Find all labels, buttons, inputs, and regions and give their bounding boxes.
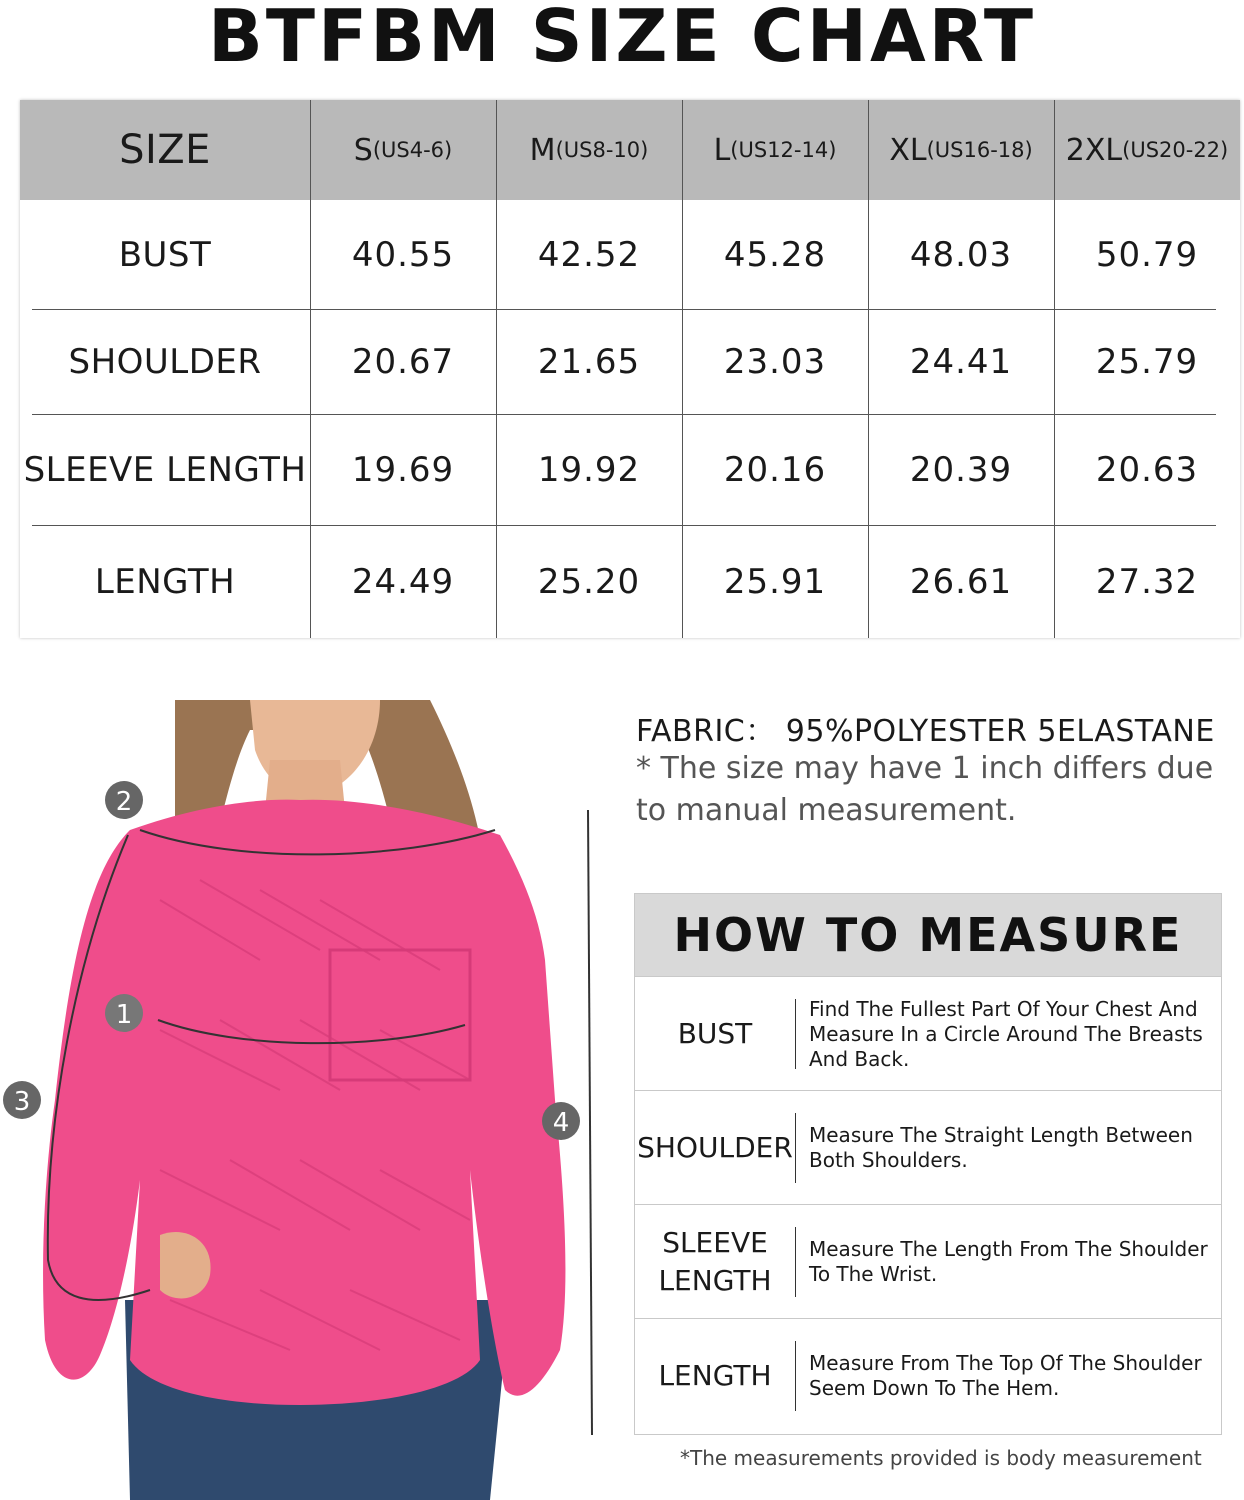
size-us-range: (US8-10) (555, 138, 649, 162)
size-us-range: (US16-18) (926, 138, 1033, 162)
size-col-s (310, 100, 496, 200)
row-divider (32, 414, 1216, 415)
measure-description: Measure The Length From The Shoulder To The Wrist. (809, 1237, 1208, 1286)
table-cell: 25.91 (723, 562, 827, 602)
table-row-bust (20, 200, 1240, 309)
row-divider (32, 309, 1216, 310)
row-label: SLEEVE LENGTH (23, 450, 307, 490)
table-row-sleeve-length (20, 415, 1240, 525)
measure-row-sleeve-length (635, 1204, 1221, 1319)
table-cell: 26.61 (909, 562, 1013, 602)
column-divider (310, 100, 311, 638)
size-chart-table (20, 100, 1240, 638)
how-to-measure-panel (634, 893, 1222, 1435)
measure-divider (795, 1227, 796, 1297)
size-header-label: SIZE (119, 127, 211, 173)
table-cell: 19.69 (351, 450, 455, 490)
measure-row-length (635, 1318, 1221, 1433)
marker-label: 4 (552, 1108, 570, 1138)
measure-description: Find The Fullest Part Of Your Chest And Measure In a Circle Around The Breasts And Back. (809, 996, 1203, 1071)
measure-label (635, 1319, 795, 1433)
measure-label (635, 977, 795, 1091)
marker-label: 1 (115, 1000, 133, 1030)
measure-label-line: SLEEVE (662, 1226, 768, 1259)
table-cell: 21.65 (537, 342, 641, 382)
table-cell: 42.52 (537, 234, 641, 275)
table-cell: 20.16 (723, 450, 827, 490)
measure-label-line: SHOULDER (637, 1131, 793, 1164)
measure-row-shoulder (635, 1090, 1221, 1205)
size-name: XL (889, 132, 927, 168)
row-divider (32, 525, 1216, 526)
size-col-l (682, 100, 868, 200)
table-row-length (20, 526, 1240, 638)
table-cell: 25.79 (1095, 342, 1199, 382)
fabric-info: FABRIC： 95%POLYESTER 5ELASTANE (636, 714, 1215, 749)
page-title: BTFBM SIZE CHART (207, 0, 1036, 78)
measure-description: Measure From The Top Of The Shoulder Seem Down To The Hem. (809, 1351, 1202, 1400)
table-cell: 19.92 (537, 450, 641, 490)
column-divider (1054, 100, 1055, 638)
table-cell: 45.28 (723, 234, 827, 275)
measure-label-line: BUST (677, 1017, 753, 1050)
size-col-2xl (1054, 100, 1240, 200)
size-us-range: (US4-6) (372, 138, 453, 162)
measure-row-bust (635, 976, 1221, 1091)
table-cell: 24.49 (351, 562, 455, 602)
measure-label (635, 1091, 795, 1205)
size-name: S (353, 132, 373, 168)
marker-label: 3 (13, 1087, 31, 1117)
size-us-range: (US12-14) (730, 138, 837, 162)
footnote: *The measurements provided is body measurement (680, 1446, 1202, 1470)
table-cell: 23.03 (723, 342, 827, 382)
table-cell: 40.55 (351, 234, 455, 275)
row-label: BUST (118, 234, 212, 275)
table-cell: 20.67 (351, 342, 455, 382)
row-label: LENGTH (94, 562, 236, 602)
table-cell: 48.03 (909, 234, 1013, 275)
measure-divider (795, 1113, 796, 1183)
how-to-measure-title: HOW TO MEASURE (635, 894, 1221, 976)
table-row-shoulder (20, 310, 1240, 414)
measure-label (635, 1205, 795, 1319)
size-col-m (496, 100, 682, 200)
table-cell: 20.39 (909, 450, 1013, 490)
row-label: SHOULDER (68, 342, 262, 382)
size-note: * The size may have 1 inch differs due to manual measurement. (636, 751, 1214, 828)
size-name: L (713, 132, 731, 168)
table-cell: 50.79 (1095, 234, 1199, 275)
size-name: 2XL (1065, 132, 1123, 168)
column-divider (868, 100, 869, 638)
column-divider (682, 100, 683, 638)
table-cell: 25.20 (537, 562, 641, 602)
table-cell: 27.32 (1095, 562, 1199, 602)
table-cell: 24.41 (909, 342, 1013, 382)
column-divider (496, 100, 497, 638)
marker-label: 2 (115, 787, 133, 817)
measure-divider (795, 999, 796, 1069)
size-table-header-row (20, 100, 1240, 200)
measure-label-line: LENGTH (658, 1264, 772, 1297)
measure-label-line: LENGTH (658, 1359, 772, 1392)
size-us-range: (US20-22) (1122, 138, 1229, 162)
measure-divider (795, 1341, 796, 1411)
measure-description: Measure The Straight Length Between Both Shoulders. (809, 1123, 1193, 1172)
sweater-model-photo (0, 700, 600, 1500)
size-name: M (529, 132, 556, 168)
table-cell: 20.63 (1095, 450, 1199, 490)
size-col-xl (868, 100, 1054, 200)
